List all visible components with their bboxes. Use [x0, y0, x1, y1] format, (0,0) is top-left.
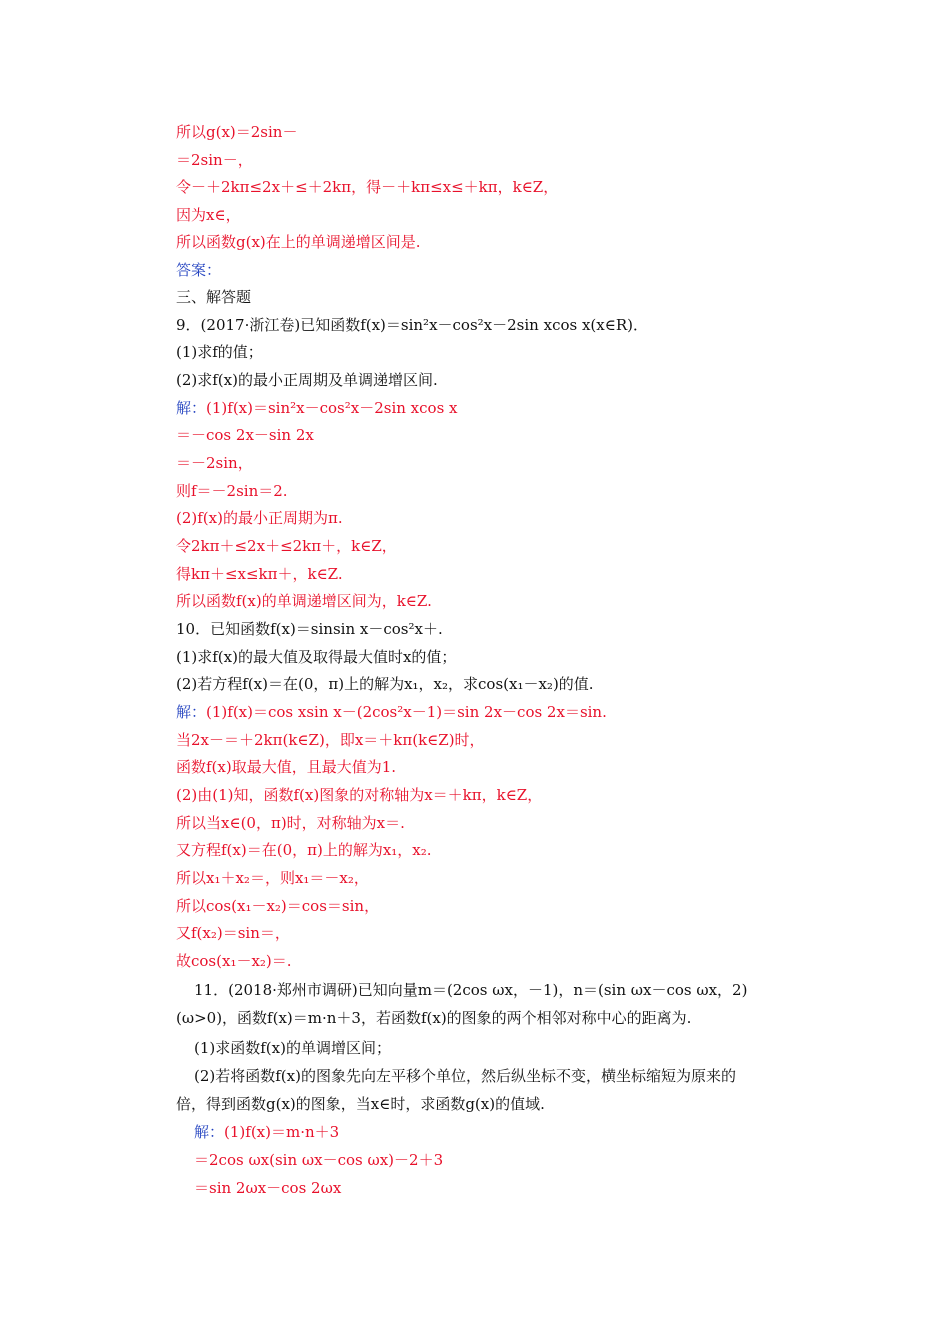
text-line — [176, 727, 810, 753]
text-line — [176, 229, 810, 255]
line-text: 所以函数g(x)在上的单调递增区间是. — [176, 233, 421, 251]
line-text: 因为x∈， — [176, 206, 241, 224]
text-line — [194, 1147, 810, 1173]
text-line — [194, 1035, 810, 1061]
line-text: 函数f(x)取最大值，且最大值为1. — [176, 758, 397, 776]
text-line — [176, 865, 810, 891]
line-text: 故cos(x₁－x₂)＝. — [176, 952, 292, 970]
solution-label: 解： — [194, 1123, 225, 1141]
line-text: 10．已知函数f(x)＝sinsin x－cos²x＋. — [176, 620, 443, 638]
line-text: 11．(2018·郑州市调研)已知向量m＝(2cos ωx，－1)，n＝(sin ωx－cos ωx，2) — [194, 981, 748, 999]
line-text: (ω>0)，函数f(x)＝m·n＋3，若函数f(x)的图象的两个相邻对称中心的距离为. — [176, 1009, 692, 1027]
line-text: (1)求函数f(x)的单调增区间； — [194, 1039, 391, 1057]
line-text: 答案： — [176, 261, 222, 279]
line-text: (2)求f(x)的最小正周期及单调递增区间. — [176, 371, 438, 389]
line-text: 所以g(x)＝2sin－ — [176, 123, 298, 141]
text-line — [176, 478, 810, 504]
solution-label: 解： — [176, 399, 207, 417]
text-line — [176, 1091, 810, 1117]
text-line — [194, 1063, 810, 1089]
text-line — [176, 367, 810, 393]
text-line — [176, 561, 810, 587]
line-text: ＝－2sin， — [176, 454, 253, 472]
line-text: ＝sin 2ωx－cos 2ωx — [194, 1179, 342, 1197]
text-line — [176, 837, 810, 863]
line-text: 倍，得到函数g(x)的图象，当x∈时，求函数g(x)的值域. — [176, 1095, 545, 1113]
text-line — [176, 782, 810, 808]
text-line — [176, 810, 810, 836]
text-line — [176, 284, 810, 310]
text-line — [194, 977, 810, 1003]
line-text: ＝－cos 2x－sin 2x — [176, 426, 314, 444]
line-text: 又f(x₂)＝sin＝， — [176, 924, 290, 942]
text-line — [176, 1005, 810, 1031]
line-text: (1)f(x)＝cos xsin x－(2cos²x－1)＝sin 2x－cos 2x＝sin. — [206, 703, 607, 721]
text-line — [194, 1119, 810, 1145]
text-line — [176, 948, 810, 974]
text-line — [176, 422, 810, 448]
line-text: (1)f(x)＝sin²x－cos²x－2sin xcos x — [206, 399, 458, 417]
text-line — [176, 616, 810, 642]
text-line — [176, 505, 810, 531]
text-line — [176, 339, 810, 365]
text-line — [176, 644, 810, 670]
line-text: 则f＝－2sin＝2. — [176, 482, 288, 500]
line-text: 所以x₁＋x₂＝，则x₁＝－x₂， — [176, 869, 369, 887]
line-text: 得kπ＋≤x≤kπ＋，k∈Z. — [176, 565, 343, 583]
line-text: ＝2sin－， — [176, 151, 253, 169]
line-text: 9．(2017·浙江卷)已知函数f(x)＝sin²x－cos²x－2sin xcos x(x∈R)． — [176, 316, 648, 334]
line-text: (1)求f(x)的最大值及取得最大值时x的值； — [176, 648, 457, 666]
text-line — [176, 533, 810, 559]
line-text: 所以cos(x₁－x₂)＝cos＝sin， — [176, 897, 380, 915]
line-text: 当2x－＝＋2kπ(k∈Z)，即x＝＋kπ(k∈Z)时， — [176, 731, 485, 749]
line-text: (2)由(1)知，函数f(x)图象的对称轴为x＝＋kπ，k∈Z， — [176, 786, 543, 804]
text-line — [176, 588, 810, 614]
line-text: 又方程f(x)＝在(0，π)上的解为x₁，x₂. — [176, 841, 432, 859]
line-text: ＝2cos ωx(sin ωx－cos ωx)－2＋3 — [194, 1151, 444, 1169]
text-line — [176, 920, 810, 946]
solution-label: 解： — [176, 703, 207, 721]
line-text: (1)求f的值； — [176, 343, 263, 361]
text-line — [176, 147, 810, 173]
text-line — [176, 395, 810, 421]
line-text: (2)若将函数f(x)的图象先向左平移个单位，然后纵坐标不变，横坐标缩短为原来的 — [194, 1067, 736, 1085]
line-text: 令2kπ＋≤2x＋≤2kπ＋，k∈Z， — [176, 537, 397, 555]
line-text: (1)f(x)＝m·n＋3 — [224, 1123, 340, 1141]
text-line — [194, 1175, 810, 1201]
text-line — [176, 174, 810, 200]
line-text: 三、解答题 — [176, 288, 252, 306]
text-line — [176, 119, 810, 145]
text-line — [176, 202, 810, 228]
line-text: (2)若方程f(x)＝在(0，π)上的解为x₁，x₂，求cos(x₁－x₂)的值. — [176, 675, 594, 693]
line-text: 所以当x∈(0，π)时，对称轴为x＝. — [176, 814, 405, 832]
text-line — [176, 312, 810, 338]
line-text: 所以函数f(x)的单调递增区间为，k∈Z. — [176, 592, 432, 610]
text-line — [176, 699, 810, 725]
text-line — [176, 671, 810, 697]
text-line — [176, 450, 810, 476]
text-line — [176, 754, 810, 780]
text-line — [176, 893, 810, 919]
text-line — [176, 257, 810, 283]
line-text: 令－＋2kπ≤2x＋≤＋2kπ，得－＋kπ≤x≤＋kπ，k∈Z， — [176, 178, 559, 196]
line-text: (2)f(x)的最小正周期为π. — [176, 509, 343, 527]
